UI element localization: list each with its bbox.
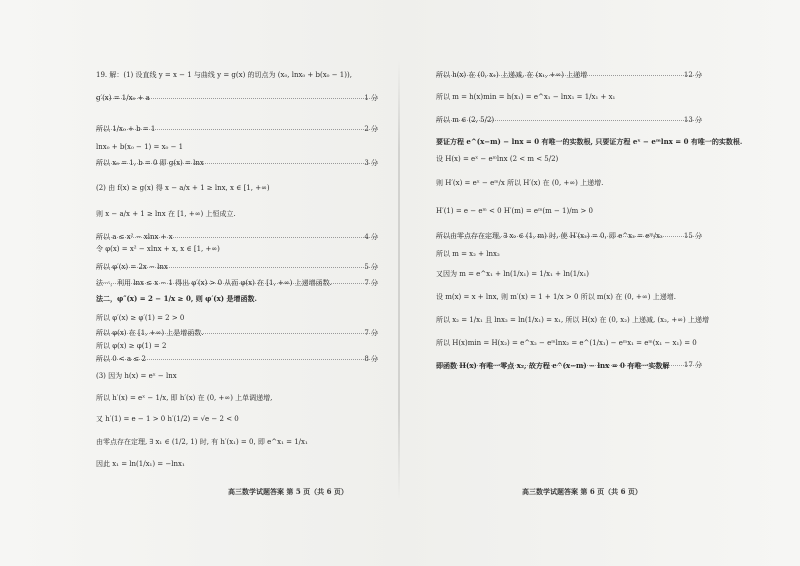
right-solution-line [436,208,702,215]
left-solution-line [96,330,378,337]
left-line-text: g′(x) = 1/x₀ + a [96,94,150,102]
score-label: 4 分 [364,233,378,241]
left-line-text: 法二，φ″(x) = 2 − 1/x ≥ 0, 则 φ′(x) 是增函数. [96,294,257,303]
left-line-text: 令 φ(x) = x² − xlnx + x, x ∈ [1, +∞) [96,245,220,253]
left-solution-line [96,185,378,192]
score-label: 13 分 [683,116,702,124]
right-solution-line [436,94,702,101]
right-line-text: 所以 h(x) 在 (0, x₁) 上递减, 在 (x₁, +∞) 上递增 [436,71,588,79]
score-label: 15 分 [683,232,702,240]
left-solution-line [96,160,378,167]
right-line-text: 要证方程 e^(x−m) − lnx = 0 有唯一的实数根, 只要证方程 eˣ − eᵐlnx = 0 有唯一的实数根. [436,137,743,146]
left-line-text: 所以 φ′(x) ≥ φ′(1) = 2 > 0 [96,314,185,322]
score-label: 12 分 [683,71,702,79]
right-solution-line [436,117,702,124]
right-page-footer: 高三数学试题答案 第 6 页（共 6 页） [522,487,642,496]
left-solution-line [96,211,378,218]
right-line-text: 则 H′(x) = eˣ − eᵐ/x 所以 H′(x) 在 (0, +∞) 上递增. [436,179,604,187]
left-line-text: 所以 φ(x) 在 [1, +∞) 上是增函数. [96,329,204,337]
left-solution-line [96,356,378,363]
right-solution-line [436,180,702,187]
left-solution-line [96,144,378,151]
left-line-text: 所以 1/x₀ + b = 1 [96,125,156,133]
score-label: 2 分 [364,125,378,133]
right-solution-line [436,137,743,146]
score-label: 7 分 [364,279,378,287]
left-line-text: 所以 a ≤ x² − xlnx + x [96,233,173,241]
left-line-text: 19. 解：(1) 设直线 y = x − 1 与曲线 y = g(x) 的切点为 (x₀, lnx₀ + b(x₀ − 1)), [96,71,352,79]
left-line-text: 由零点存在定理, ∃ x₁ ∈ (1/2, 1) 时, 有 h′(x₁) = 0, 即 e^x₁ = 1/x₁ [96,438,308,446]
left-line-text: 所以 x₀ = 1, b = 0 即 g(x) = lnx [96,159,204,167]
left-solution-line [96,373,378,380]
right-solution-line [436,340,702,347]
right-solution-line [436,294,702,301]
left-line-text: lnx₀ + b(x₀ − 1) = x₀ − 1 [96,143,184,151]
left-solution-line [96,416,378,423]
left-line-text: 所以 h′(x) = eˣ − 1/x, 即 h′(x) 在 (0, +∞) 上单调递增, [96,394,273,402]
score-label: 1 分 [364,94,378,102]
left-page-footer: 高三数学试题答案 第 5 页（共 6 页） [228,487,348,496]
right-line-text: 所以 m ∈ (2, 5/2) [436,116,495,124]
right-line-text: 所以 m = h(x)min = h(x₁) = e^x₁ − lnx₁ = 1/x₁ + x₁ [436,93,616,101]
left-line-text: (2) 由 f(x) ≥ g(x) 得 x − a/x + 1 ≥ lnx, x ∈ [1, +∞) [96,184,270,192]
page-fold [398,60,400,500]
score-label: 7 分 [364,329,378,337]
right-line-text: 所以 m = x₂ + lnx₂ [436,250,500,258]
left-solution-line [96,95,378,102]
left-solution-line [96,234,378,241]
left-solution-line [96,395,378,402]
left-solution-line [96,343,378,350]
left-line-text: 所以 φ(x) ≥ φ(1) = 2 [96,342,167,350]
right-line-text: 设 m(x) = x + lnx, 则 m′(x) = 1 + 1/x > 0 所以 m(x) 在 (0, +∞) 上递增. [436,293,676,301]
left-line-text: 所以 0 < a ≤ 2 [96,355,146,363]
left-line-text: 又 h′(1) = e − 1 > 0 h′(1/2) = √e − 2 < 0 [96,415,239,423]
right-solution-line [436,72,702,79]
left-solution-line [96,315,378,322]
left-line-text: (3) 因为 h(x) = eˣ − lnx [96,372,177,380]
left-solution-line [96,126,378,133]
left-line-text: 则 x − a/x + 1 ≥ lnx 在 [1, +∞) 上恒成立. [96,210,236,218]
left-solution-line [96,72,378,79]
right-solution-line [436,271,702,278]
left-solution-line [96,295,378,303]
right-line-text: 即函数 H(x) 有唯一零点 x₂, 故方程 e^(x−m) − lnx = 0 有唯一实数解 [436,361,670,370]
right-line-text: H′(1) = e − eᵐ < 0 H′(m) = eᵐ(m − 1)/m > 0 [436,207,593,215]
right-line-text: 设 H(x) = eˣ − eᵐlnx (2 < m < 5/2) [436,155,559,163]
score-label: 17 分 [683,361,702,369]
score-label: 3 分 [364,159,378,167]
right-line-text: 所以 x₂ = 1/x₁ 且 lnx₂ = ln(1/x₁) = x₁, 所以 H(x) 在 (0, x₂) 上递减, (x₂, +∞) 上递增 [436,316,709,324]
left-line-text: 所以 φ′(x) = 2x − lnx [96,263,168,271]
right-solution-line [436,156,702,163]
left-line-text: 因此 x₁ = ln(1/x₁) = −lnx₁ [96,460,185,468]
left-solution-line [96,264,378,271]
right-line-text: 所以由零点存在定理, ∃ x₂ ∈ (1, m) 时, 使 H′(x₂) = 0, 即 e^x₂ = eᵐ/x₂ [436,232,663,240]
right-line-text: 所以 H(x)min = H(x₂) = e^x₂ − eᵐlnx₂ = e^(1/x₁) − eᵐx₁ = eᵐ(x₁ − x₁) = 0 [436,339,697,347]
right-solution-line [436,316,709,324]
left-solution-line [96,461,378,468]
right-line-text: 又因为 m = e^x₁ + ln(1/x₁) = 1/x₁ + ln(1/x₁) [436,270,590,278]
right-solution-line [436,233,702,240]
right-solution-line [436,362,702,370]
left-solution-line [96,280,378,287]
right-solution-line [436,251,702,258]
left-line-text: 法一，利用 lnx ≤ x − 1 得出 φ′(x) > 0 从而 φ(x) 在 [1, +∞) 上递增函数. [96,279,332,287]
left-solution-line [96,246,378,253]
left-solution-line [96,439,378,446]
score-label: 5 分 [364,263,378,271]
score-label: 8 分 [364,355,378,363]
